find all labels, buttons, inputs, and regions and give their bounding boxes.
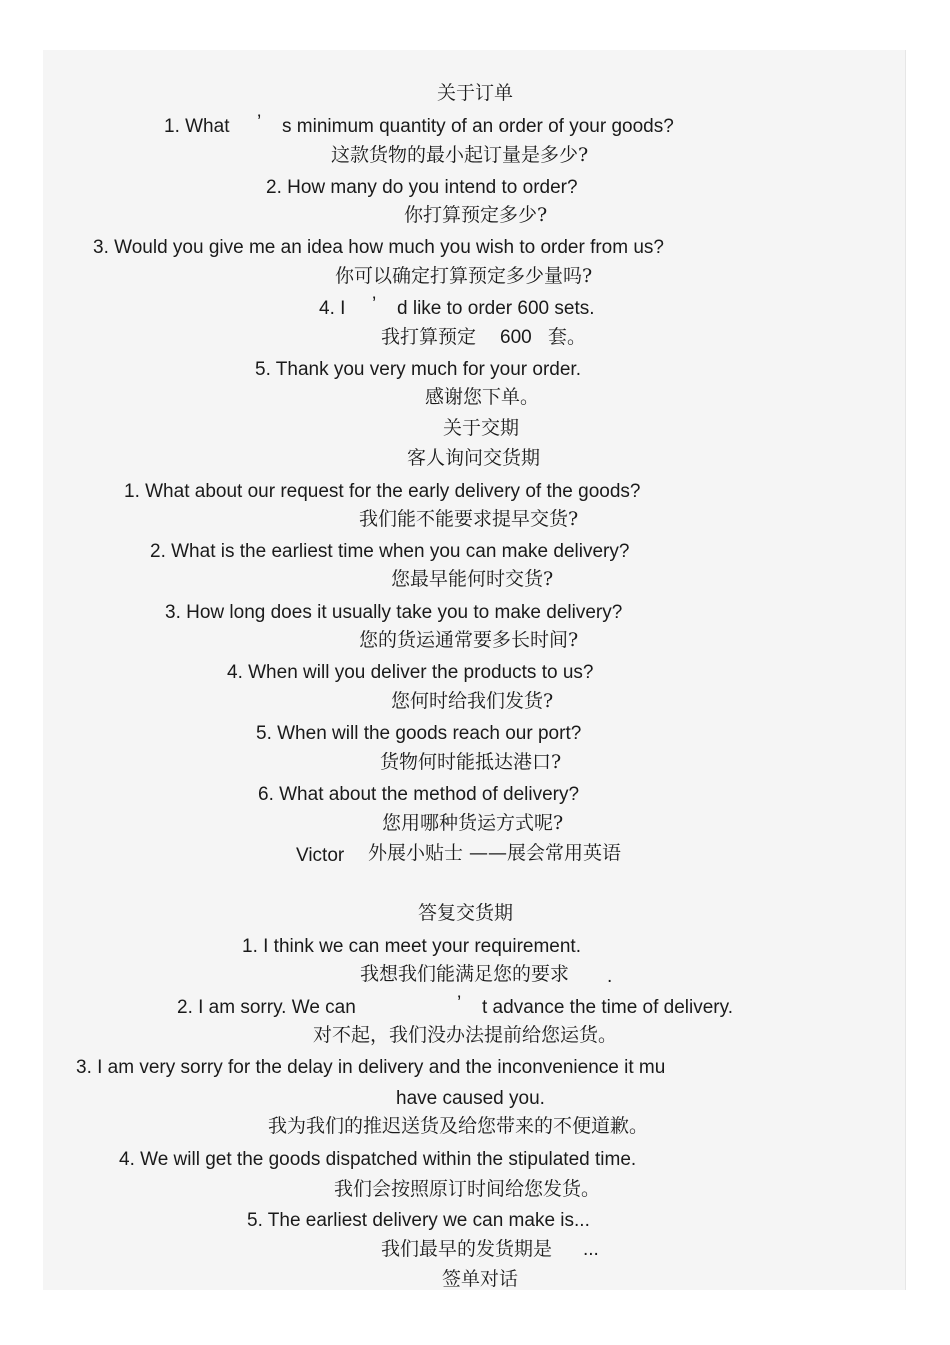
order-item-4-apostrophe: ’ [372, 294, 377, 315]
delivery-item-3-zh: 您的货运通常要多长时间? [359, 629, 579, 651]
delivery-item-6-en: 6. What about the method of delivery? [258, 784, 580, 805]
order-item-4-en-b: d like to order 600 sets. [397, 298, 595, 319]
order-item-5-zh: 感谢您下单。 [425, 386, 540, 408]
delivery-item-1-en: 1. What about our request for the early delivery of the goods? [124, 481, 641, 502]
reply-item-5-zh-b: ... [583, 1239, 599, 1260]
reply-item-3-zh: 我为我们的推迟送货及给您带来的不便道歉。 [268, 1115, 649, 1137]
footer-tip-text: 外展小贴士 ——展会常用英语 [368, 842, 622, 864]
reply-item-4-en: 4. We will get the goods dispatched within the stipulated time. [119, 1149, 637, 1170]
section-heading-reply: 答复交货期 [418, 902, 514, 924]
reply-item-5-zh-a: 我们最早的发货期是 [381, 1238, 553, 1260]
reply-item-3-en: 3. I am very sorry for the delay in delivery and the inconvenience it mu [76, 1057, 666, 1078]
order-item-1-zh: 这款货物的最小起订量是多少? [331, 144, 589, 166]
delivery-item-2-en: 2. What is the earliest time when you can make delivery? [150, 541, 630, 562]
order-item-4-zh-number: 600 [500, 327, 532, 348]
reply-item-2-apostrophe: ’ [457, 993, 462, 1014]
delivery-item-4-en: 4. When will you deliver the products to us? [227, 662, 594, 683]
section-heading-order: 关于订单 [437, 82, 514, 104]
reply-item-3-en-continued: have caused you. [396, 1088, 545, 1109]
order-item-2-en: 2. How many do you intend to order? [266, 177, 578, 198]
document-page [43, 50, 906, 1290]
order-item-1-en-b: s minimum quantity of an order of your goods? [282, 116, 674, 137]
delivery-item-3-en: 3. How long does it usually take you to make delivery? [165, 602, 623, 623]
reply-item-1-zh-b: . [607, 966, 613, 987]
reply-item-1-zh-a: 我想我们能满足您的要求 [360, 963, 570, 985]
reply-item-1-en: 1. I think we can meet your requirement. [242, 936, 581, 957]
delivery-item-4-zh: 您何时给我们发货? [391, 690, 554, 712]
reply-item-2-en-a: 2. I am sorry. We can [177, 997, 356, 1018]
delivery-item-5-en: 5. When will the goods reach our port? [256, 723, 582, 744]
delivery-item-1-zh: 我们能不能要求提早交货? [359, 508, 579, 530]
delivery-item-6-zh: 您用哪种货运方式呢? [382, 812, 564, 834]
order-item-1-en-a: 1. What [164, 116, 230, 137]
delivery-item-2-zh: 您最早能何时交货? [391, 568, 554, 590]
reply-item-4-zh: 我们会按照原订时间给您发货。 [334, 1178, 601, 1200]
order-item-4-en-a: 4. I [319, 298, 346, 319]
section-heading-signing: 签单对话 [442, 1268, 519, 1290]
order-item-1-apostrophe: ’ [257, 112, 262, 133]
order-item-4-zh-a: 我打算预定 [381, 326, 477, 348]
order-item-5-en: 5. Thank you very much for your order. [255, 359, 581, 380]
order-item-4-zh-b: 套。 [548, 326, 587, 348]
order-item-3-en: 3. Would you give me an idea how much you wish to order from us? [93, 237, 664, 258]
reply-item-2-zh: 对不起，我们没办法提前给您运货。 [313, 1024, 618, 1046]
order-item-3-zh: 你可以确定打算预定多少量吗? [335, 265, 593, 287]
footer-author-name: Victor [296, 845, 345, 866]
section-heading-delivery: 关于交期 [443, 417, 520, 439]
delivery-item-5-zh: 货物何时能抵达港口? [380, 751, 562, 773]
section-subheading-customer-asks: 客人询问交货期 [407, 447, 541, 469]
order-item-2-zh: 你打算预定多少? [404, 204, 548, 226]
reply-item-5-en: 5. The earliest delivery we can make is... [247, 1210, 590, 1231]
reply-item-2-en-b: t advance the time of delivery. [482, 997, 733, 1018]
